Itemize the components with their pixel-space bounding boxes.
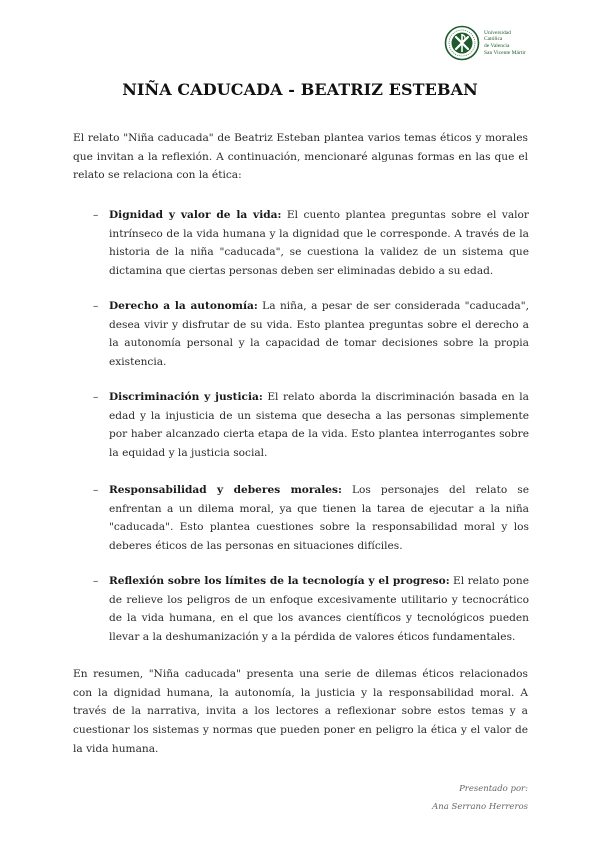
list-item-term: Discriminación y justicia: [109, 391, 263, 403]
list-item-responsibility [93, 481, 529, 556]
list-item-text: Los personajes del relato se enfrentan a un dilema moral, ya que tienen la tarea de ejecutar a la niña "caducada". Esto plantea cuestiones sobre la responsabilidad moral y los deberes éticos de las personas en situaciones difíciles. [109, 484, 529, 553]
signature-name: Ana Serrano Herreros [432, 802, 528, 812]
list-item-term: Responsabilidad y deberes morales: [109, 484, 342, 496]
list-bullet: – [93, 300, 99, 312]
list-bullet: – [93, 391, 99, 403]
document-title: NIÑA CADUCADA - BEATRIZ ESTEBAN [122, 80, 478, 99]
list-item-text: El relato aborda la discriminación basada en la edad y la injusticia de un sistema que desecha a las personas simplemente por haber alcanzado cierta etapa de la vida. Esto plantea interrogantes sobre la equidad y la justicia social. [109, 391, 529, 460]
list-item-term: Reflexión sobre los límites de la tecnología y el progreso: [109, 575, 450, 587]
list-item-technology [93, 572, 529, 647]
list-item-text: El relato pone de relieve los peligros de un enfoque excesivamente utilitario y tecnocrático de la vida humana, en el que los avances científicos y tecnológicos pueden llevar a la deshumanización y a la pérdida de valores éticos fundamentales. [109, 575, 529, 644]
list-item-dignity [93, 206, 529, 281]
list-item-term: Dignidad y valor de la vida: [109, 209, 282, 221]
list-bullet: – [93, 575, 99, 587]
list-item-text: La niña, a pesar de ser considerada "caducada", desea vivir y disfrutar de su vida. Esto plantea preguntas sobre el derecho a la autonomía personal y la capacidad de tomar decisiones sobre la propia existencia. [109, 300, 529, 369]
university-name: Universidad Católica de Valencia San Vicente Mártir [484, 29, 526, 56]
list-item-discrimination [93, 388, 529, 463]
intro-paragraph: El relato "Niña caducada" de Beatriz Esteban plantea varios temas éticos y morales que invitan a la reflexión. A continuación, mencionaré algunas formas en las que el relato se relaciona con la ética: [73, 132, 528, 182]
list-item-text: El cuento plantea preguntas sobre el valor intrínseco de la vida humana y la dignidad que le corresponde. A través de la historia de la niña "caducada", se cuestiona la validez de un sistema que dictamina que ciertas personas deben ser eliminadas debido a su edad. [109, 209, 529, 278]
list-bullet: – [93, 209, 99, 221]
list-item-term: Derecho a la autonomía: [109, 300, 258, 312]
closing-paragraph: En resumen, "Niña caducada" presenta una serie de dilemas éticos relacionados con la dignidad humana, la autonomía, la justicia y la responsabilidad moral. A través de la narrativa, invita a los lectores a reflexionar sobre estos temas y a cuestionar los sistemas y normas que pueden poner en peligro la ética y el valor de la vida humana. [73, 668, 528, 755]
list-item-autonomy [93, 297, 529, 372]
university-seal-icon [444, 25, 480, 61]
signature-label: Presentado por: [459, 784, 528, 794]
university-logo [444, 22, 544, 64]
list-bullet: – [93, 484, 99, 496]
signature-block [432, 780, 528, 816]
